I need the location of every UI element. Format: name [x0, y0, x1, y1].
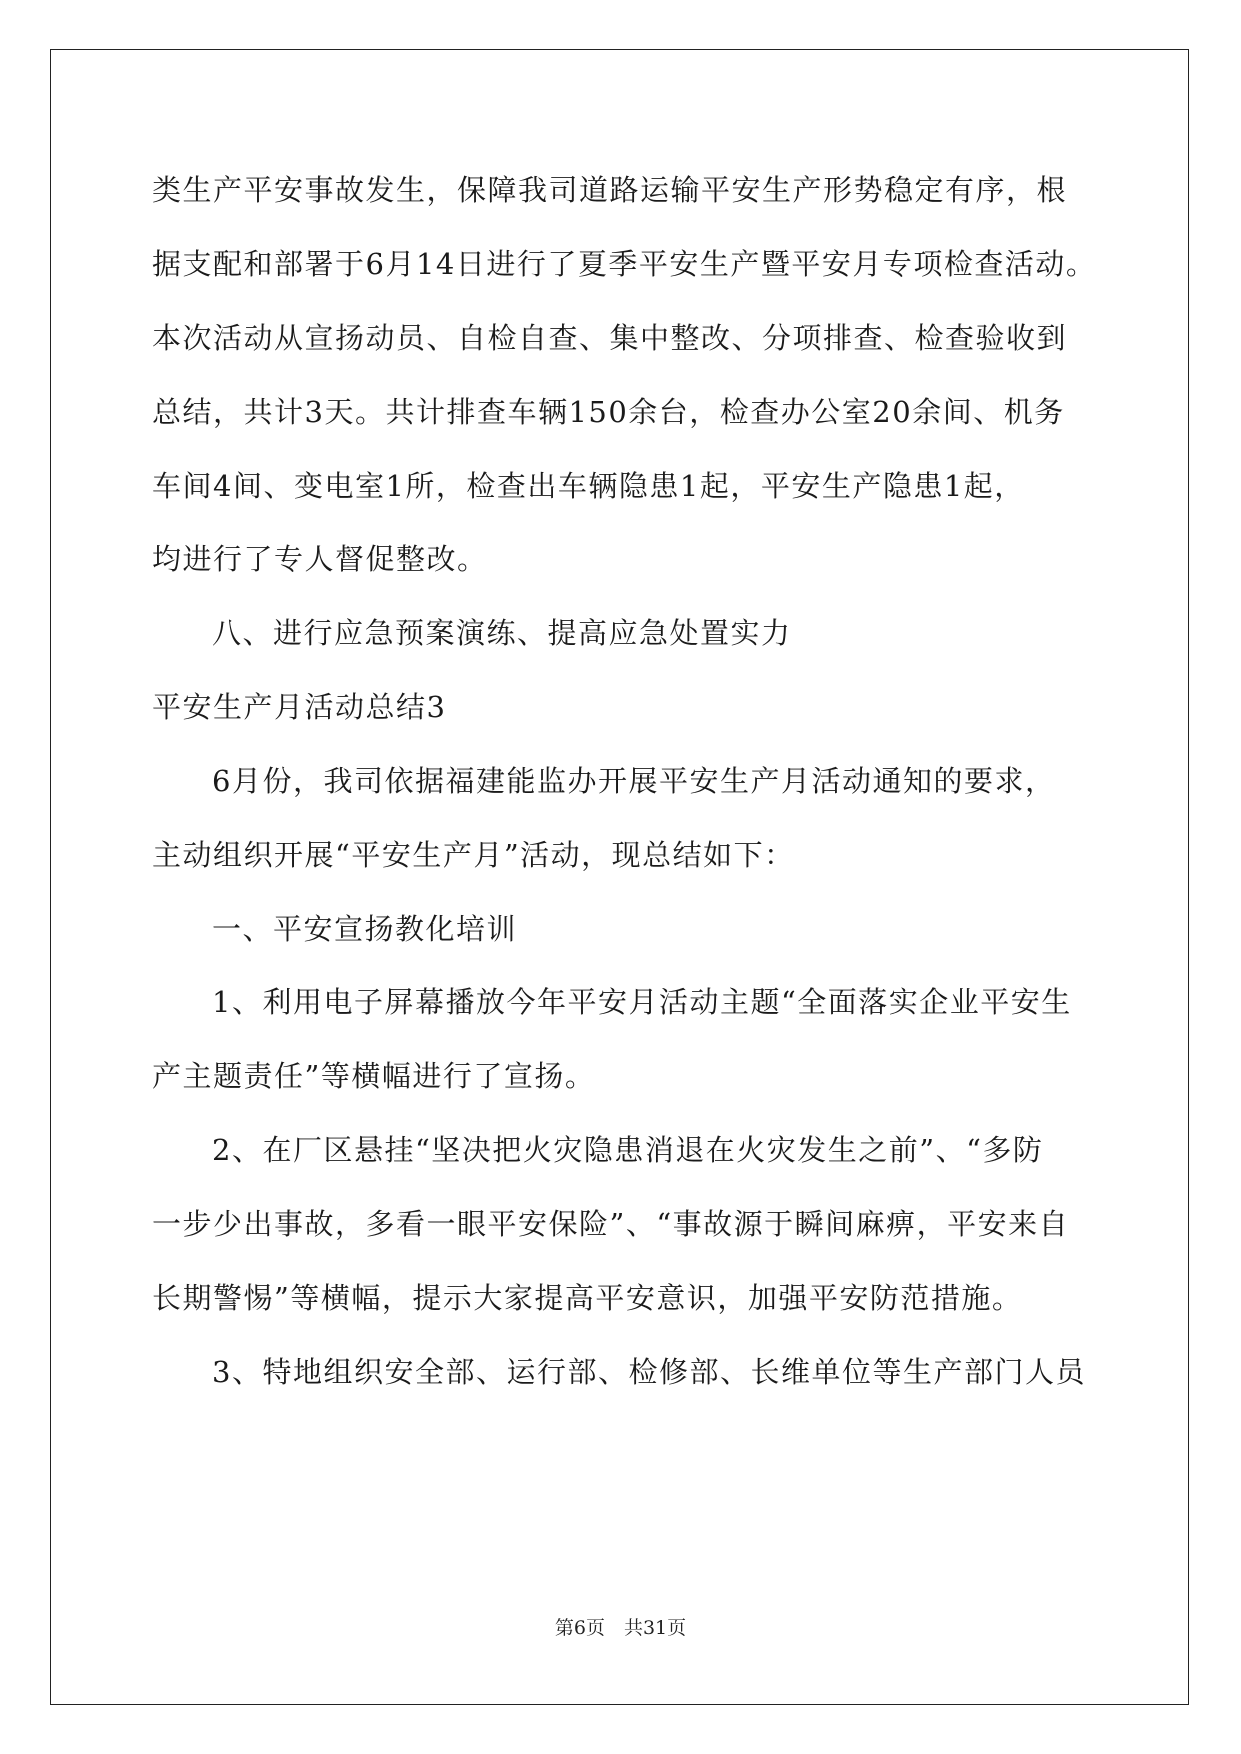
item-1-line-2: 产主题责任”等横幅进行了宣扬。 — [152, 1059, 596, 1093]
section-heading-1: 一、平安宣扬教化培训 — [212, 912, 518, 946]
item-3-line-1: 3、特地组织安全部、运行部、检修部、长维单位等生产部门人员 — [212, 1355, 1086, 1389]
section-heading-8: 八、进行应急预案演练、提高应急处置实力 — [212, 616, 792, 650]
item-2-line-1: 2、在厂区悬挂“坚决把火灾隐患消退在火灾发生之前”、“多防 — [212, 1133, 1044, 1167]
item-2-line-3: 长期警惕”等横幅，提示大家提高平安意识，加强平安防范措施。 — [152, 1281, 1023, 1315]
body-line-intro-2: 主动组织开展“平安生产月”活动，现总结如下： — [152, 838, 795, 872]
body-line-3: 本次活动从宣扬动员、自检自查、集中整改、分项排查、检查验收到 — [152, 321, 1068, 355]
article-title: 平安生产月活动总结3 — [152, 690, 447, 724]
page-number-footer: 第6页 共31页 — [554, 1617, 687, 1639]
body-line-5: 车间4间、变电室1所，检查出车辆隐患1起，平安生产隐患1起， — [152, 469, 1025, 503]
page-border — [50, 49, 1189, 1705]
body-line-1: 类生产平安事故发生，保障我司道路运输平安生产形势稳定有序，根 — [152, 173, 1068, 207]
body-line-6: 均进行了专人督促整改。 — [152, 542, 488, 576]
item-2-line-2: 一步少出事故，多看一眼平安保险”、“事故源于瞬间麻痹，平安来自 — [152, 1207, 1070, 1241]
item-1-line-1: 1、利用电子屏幕播放今年平安月活动主题“全面落实企业平安生 — [212, 985, 1072, 1019]
body-line-intro-1: 6月份，我司依据福建能监办开展平安生产月活动通知的要求， — [212, 764, 1056, 798]
body-line-2: 据支配和部署于6月14日进行了夏季平安生产暨平安月专项检查活动。 — [152, 247, 1097, 281]
body-line-4: 总结，共计3天。共计排查车辆150余台，检查办公室20余间、机务 — [152, 395, 1065, 429]
